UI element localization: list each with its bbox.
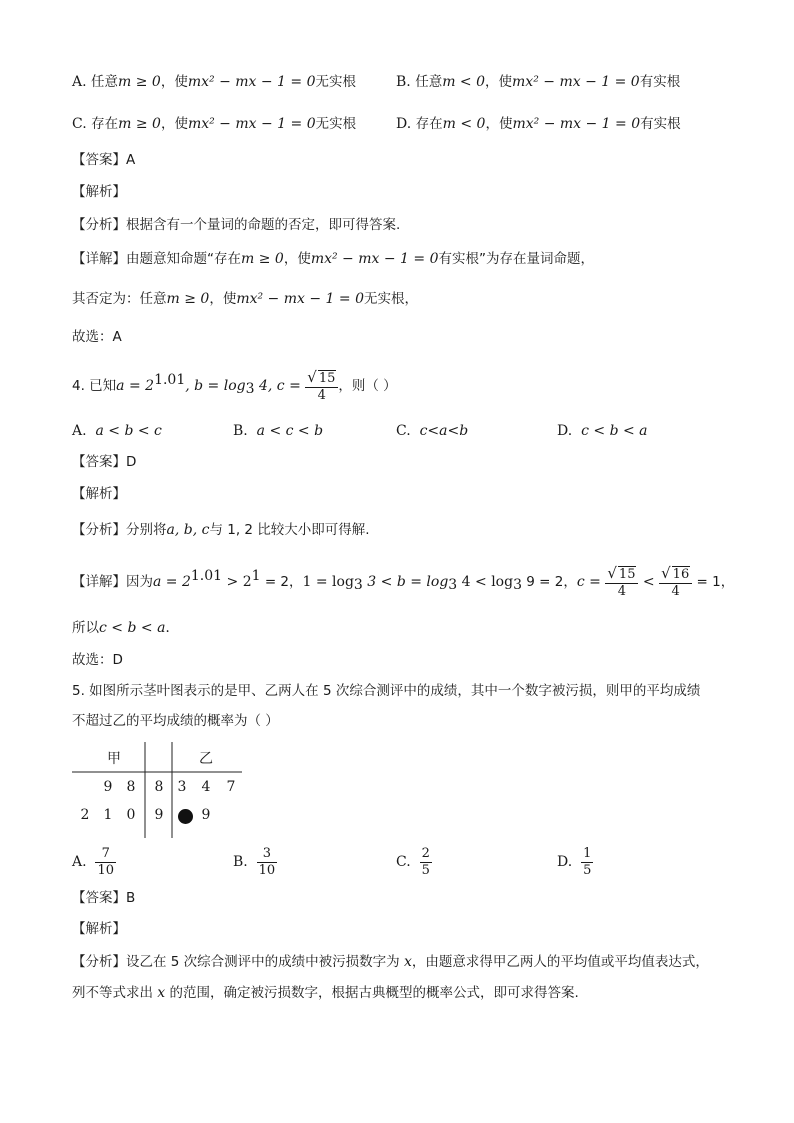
q3-detail: 【详解】由题意知命题“存在m ≥ 0，使mx² − mx − 1 = 0有实根”为存在量词命题， (72, 251, 594, 267)
q5-jiexi-heading: 【解析】 (72, 921, 126, 937)
stem-leaf-plot (72, 742, 242, 838)
q3-jiexi-heading: 【解析】 (72, 184, 126, 200)
q5-stem-line1: 5. 如图所示茎叶图表示的是甲、乙两人在 5 次综合测评中的成绩，其中一个数字被污损，则甲的平均成绩 (72, 683, 701, 699)
header-jia: 甲 (107, 751, 121, 767)
leaf-left: 9 (103, 779, 113, 795)
leaf-right: 7 (226, 779, 236, 795)
leaf-left: 8 (126, 779, 136, 795)
q3-option-b: B. 任意m < 0，使mx² − mx − 1 = 0有实根 (396, 74, 681, 90)
q3-answer: 【答案】A (72, 152, 136, 168)
q4-detail-c-fraction: $\frac{√ 15}{4}$ (605, 565, 638, 600)
q5-option-c: C. $\frac{2}{5}$ (396, 845, 430, 878)
q4-analysis: 【分析】分别将a, b, c与 1, 2 比较大小即可得解. (72, 522, 370, 538)
stem-value: 8 (154, 779, 164, 795)
q4-option-c: C. c<a<b (396, 423, 469, 439)
q4-so: 所以c < b < a. (72, 620, 170, 636)
leaf-left: 1 (103, 807, 113, 823)
q5-analysis-line2: 列不等式求出 x 的范围，确定被污损数字，根据古典概型的概率公式，即可求得答案. (72, 985, 579, 1001)
leaf-right: 3 (177, 779, 187, 795)
q3-option-a: A. 任意m ≥ 0，使mx² − mx − 1 = 0无实根 (72, 74, 357, 90)
q4-choice: 故选：D (72, 652, 123, 668)
q3-negation: 其否定为：任意m ≥ 0，使mx² − mx − 1 = 0无实根， (72, 291, 418, 307)
leaf-left: 2 (80, 807, 90, 823)
q4-jiexi-heading: 【解析】 (72, 486, 126, 502)
q4-option-b: B. a < c < b (233, 423, 324, 439)
stem-value: 9 (154, 807, 164, 823)
q4-option-d: D. c < b < a (557, 423, 648, 439)
q4-detail-sqrt16-fraction: $\frac{√ 16}{4}$ (659, 565, 692, 600)
q4-c-fraction: $\frac{√ 15}{4}$ (305, 369, 338, 404)
q3-option-c: C. 存在m ≥ 0，使mx² − mx − 1 = 0无实根 (72, 116, 357, 132)
q4-detail: 【详解】因为$a = 2^{1.01} > 2^1 = 2$，$1 = \log_3 3 < b = \log_3 4 < \log_3 9 = 2$，c = $\frac{√ 15}{4}$ < $\frac{√ 16}{4}$ = 1， (72, 563, 735, 599)
q5-option-d: D. $\frac{1}{5}$ (557, 845, 592, 878)
q3-option-d: D. 存在m < 0，使mx² − mx − 1 = 0有实根 (396, 116, 681, 132)
q4-answer: 【答案】D (72, 454, 137, 470)
smudged-digit-dot (178, 809, 193, 824)
q4-option-a: A. a < b < c (72, 423, 162, 439)
leaf-left: 0 (126, 807, 136, 823)
q5-option-b: B. $\frac{3}{10}$ (233, 845, 276, 878)
q4-stem: 4. 已知$a = 2^{1.01}$, $b = \log_3 4$, c = $\frac{√ 15}{4}$ ，则（ ） (72, 367, 397, 403)
q5-stem-line2: 不超过乙的平均成绩的概率为（ ） (72, 713, 279, 729)
leaf-right: 4 (201, 779, 211, 795)
q5-option-a: A. $\frac{7}{10}$ (72, 845, 115, 878)
q5-analysis-line1: 【分析】设乙在 5 次综合测评中的成绩中被污损数字为 x，由题意求得甲乙两人的平均值或平均值表达式， (72, 954, 709, 970)
q3-analysis: 【分析】根据含有一个量词的命题的否定，即可得答案. (72, 217, 401, 233)
header-yi: 乙 (199, 751, 213, 767)
leaf-right: 9 (201, 807, 211, 823)
q5-answer: 【答案】B (72, 890, 136, 906)
q3-choice: 故选：A (72, 329, 122, 345)
